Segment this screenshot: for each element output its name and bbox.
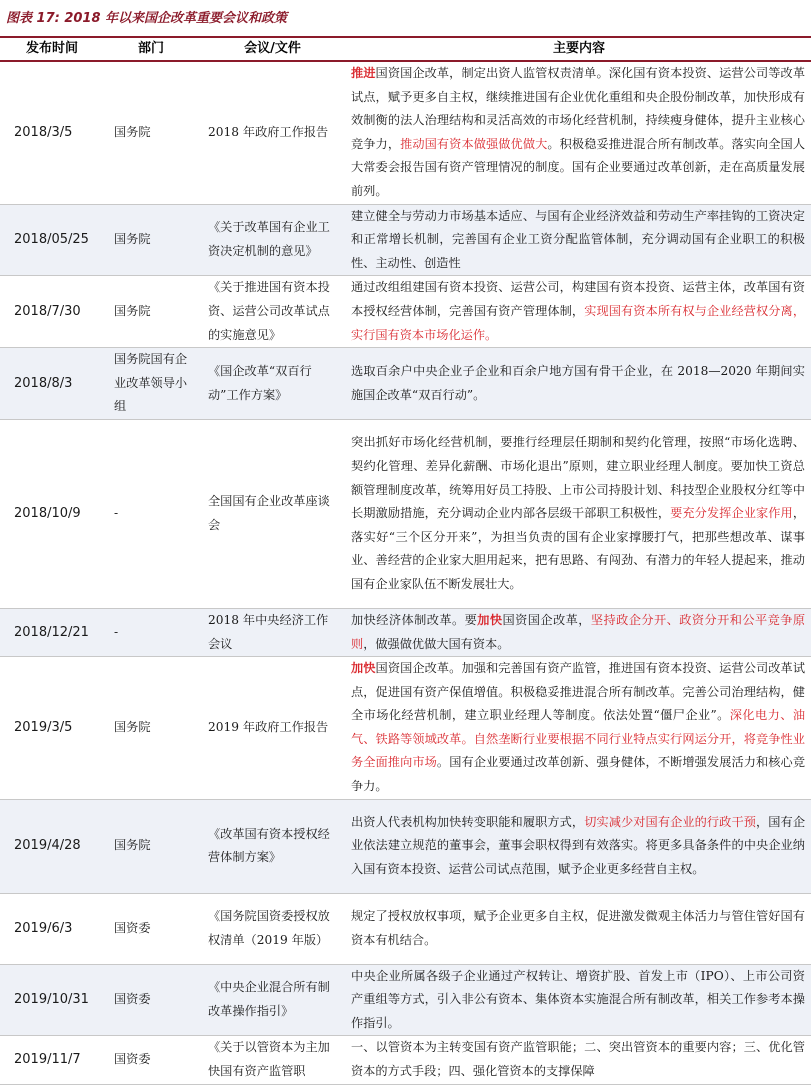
highlighted-text: 坚持政企分开、政资分开和公平竞争原则 [351,612,806,651]
cell-department: 国务院 [104,61,198,204]
cell-content [347,799,811,893]
highlighted-text: 加快 [477,612,503,627]
table-row [0,657,811,800]
content-text: 选取百余户中央企业子企业和百余户地方国有骨干企业，在 2018—2020 年期间实施国企改革“双百行动”。 [351,363,805,402]
cell-department: 国务院 [104,657,198,800]
cell-department: 国务院 [104,204,198,276]
cell-date: 2019/3/5 [0,657,104,800]
cell-document: 全国国有企业改革座谈会 [198,419,347,608]
table-row [0,419,811,608]
table-row [0,61,811,204]
cell-document: 《改革国有资本授权经营体制方案》 [198,799,347,893]
table-row [0,276,811,348]
cell-department: 国资委 [104,1036,198,1084]
highlighted-text: 推进 [351,66,376,80]
table-body [0,61,811,1084]
table-row [0,964,811,1036]
table-row [0,1036,811,1084]
cell-date: 2018/8/3 [0,348,104,420]
content-text: 出资人代表机构加快转变职能和履职方式， [351,814,585,829]
content-text: 。积极稳妥推进混合所有制改革。落实向全国人大常委会报告国有资产管理情况的制度。国有企业要通过改革创新，走在高质量发展前列。 [351,136,806,198]
cell-content [347,893,811,964]
cell-document: 2018 年政府工作报告 [198,61,347,204]
content-text: 国资国企改革，制定出资人监管权责清单。深化国有资本投资、运营公司等改革试点，赋予更多自主权，继续推进国有企业优化重组和央企股份制改革，加快形成有效制衡的法人治理结构和灵活高效的市场化经营机制，持续瘦身健体，提升主业核心竞争力， [351,66,806,151]
content-text: 建立健全与劳动力市场基本适应、与国有企业经济效益和劳动生产率挂钩的工资决定和正常增长机制，完善国有企业工资分配监管体制，充分调动国有企业职工的积极性、主动性、创造性 [351,208,805,270]
cell-content [347,608,811,656]
header-document: 会议/文件 [198,37,347,61]
cell-date: 2018/10/9 [0,419,104,608]
cell-date: 2018/7/30 [0,276,104,348]
cell-content [347,964,811,1036]
cell-document: 《关于推进国有资本投资、运营公司改革试点的实施意见》 [198,276,347,348]
header-date: 发布时间 [0,37,104,61]
cell-date: 2018/05/25 [0,204,104,276]
table-row [0,608,811,656]
highlighted-text: 深化电力、油气、铁路等领域改革。自然垄断行业要根据不同行业特点实行网运分开，将竞争性业务全面推向市场 [351,708,806,770]
cell-document: 《关于改革国有企业工资决定机制的意见》 [198,204,347,276]
cell-department: 国务院 [104,799,198,893]
cell-date: 2018/12/21 [0,608,104,656]
content-text: 国资国企改革。加强和完善国有资产监管，推进国有资本投资、运营公司改革试点，促进国有资产保值增值。积极稳妥推进混合所有制改革。完善公司治理结构，健全市场化经营机制，建立职业经理人等制度。依法处置“僵尸企业”。 [351,661,806,723]
header-department: 部门 [104,37,198,61]
cell-document: 《国企改革“双百行动”工作方案》 [198,348,347,420]
cell-content [347,276,811,348]
cell-document: 《关于以管资本为主加快国有资产监管职 [198,1036,347,1084]
highlighted-text: 推动国有资本做强做优做大 [400,136,548,151]
table-row [0,799,811,893]
cell-department: 国务院 [104,276,198,348]
cell-department: 国务院国有企业改革领导小组 [104,348,198,420]
content-text: ，落实好“三个区分开来”，为担当负责的国有企业家撑腰打气，把那些想改革、谋事业、善经营的企业家大胆用起来，把有思路、有闯劲、有潜力的年轻人提起来，推动国有企业家队伍不断发展壮大。 [351,506,806,591]
cell-date: 2019/6/3 [0,893,104,964]
table-row [0,348,811,420]
cell-document: 2019 年政府工作报告 [198,657,347,800]
content-text: ，做强做优做大国有资本。 [363,636,510,651]
table-header-row [0,37,811,61]
header-content: 主要内容 [347,37,811,61]
cell-content [347,204,811,276]
content-text: ，国有企业依法建立规范的董事会，董事会职权得到有效落实。将更多具备条件的中央企业纳入国有资本投资、运营公司试点范围，赋予企业更多经营自主权。 [351,814,806,876]
content-text: 通过改组组建国有资本投资、运营公司，构建国有资本投资、运营主体，改革国有资本授权经营体制，完善国有资产管理体制， [351,280,805,318]
content-text: 。国有企业要通过改革创新、强身健体，不断增强发展活力和核心竞争力。 [351,755,806,794]
cell-date: 2019/11/7 [0,1036,104,1084]
cell-content [347,348,811,420]
table-row [0,893,811,964]
table-row [0,204,811,276]
highlighted-text: 实现国有资本所有权与企业经营权分离，实行国有资本市场化运作。 [351,303,806,342]
cell-content [347,419,811,608]
cell-content [347,1036,811,1084]
content-text: 突出抓好市场化经营机制，要推行经理层任期制和契约化管理，按照“市场化选聘、契约化管理、差异化薪酬、市场化退出”原则，建立职业经理人制度。要加快工资总额管理制度改革，统筹用好员工持股、上市公司持股计划、科技型企业股权分红等中长期激励措施，充分调动企业内部各层级干部职工积极性， [351,435,805,521]
highlighted-text: 切实减少对国有企业的行政干预 [584,814,757,829]
cell-department: - [104,419,198,608]
content-text: 一、以管资本为主转变国有资产监管职能；二、突出管资本的重要内容；三、优化管资本的方式手段；四、强化管资本的支撑保障 [351,1040,805,1079]
highlighted-text: 加快 [351,661,376,676]
cell-content [347,657,811,800]
cell-department: - [104,608,198,656]
highlighted-text: 要充分发挥企业家作用 [670,506,793,521]
cell-department: 国资委 [104,893,198,964]
cell-date: 2019/4/28 [0,799,104,893]
content-text: 中央企业所属各级子企业通过产权转让、增资扩股、首发上市（IPO）、上市公司资产重组等方式，引入非公有资本、集体资本实施混合所有制改革，相关工作参考本操作指引。 [351,968,805,1030]
cell-document: 《中央企业混合所有制改革操作指引》 [198,964,347,1036]
cell-date: 2018/3/5 [0,61,104,204]
content-text: 规定了授权放权事项，赋予企业更多自主权，促进激发微观主体活力与管住管好国有资本有机结合。 [351,909,805,947]
cell-content [347,61,811,204]
content-text: 国资国企改革， [502,612,591,627]
reform-policy-table [0,36,811,1085]
table-caption: 图表 17: 2018 年以来国企改革重要会议和政策 [6,11,288,26]
cell-department: 国资委 [104,964,198,1036]
content-text: 加快经济体制改革。要 [351,612,478,627]
cell-date: 2019/10/31 [0,964,104,1036]
cell-document: 《国务院国资委授权放权清单（2019 年版） [198,893,347,964]
cell-document: 2018 年中央经济工作会议 [198,608,347,656]
